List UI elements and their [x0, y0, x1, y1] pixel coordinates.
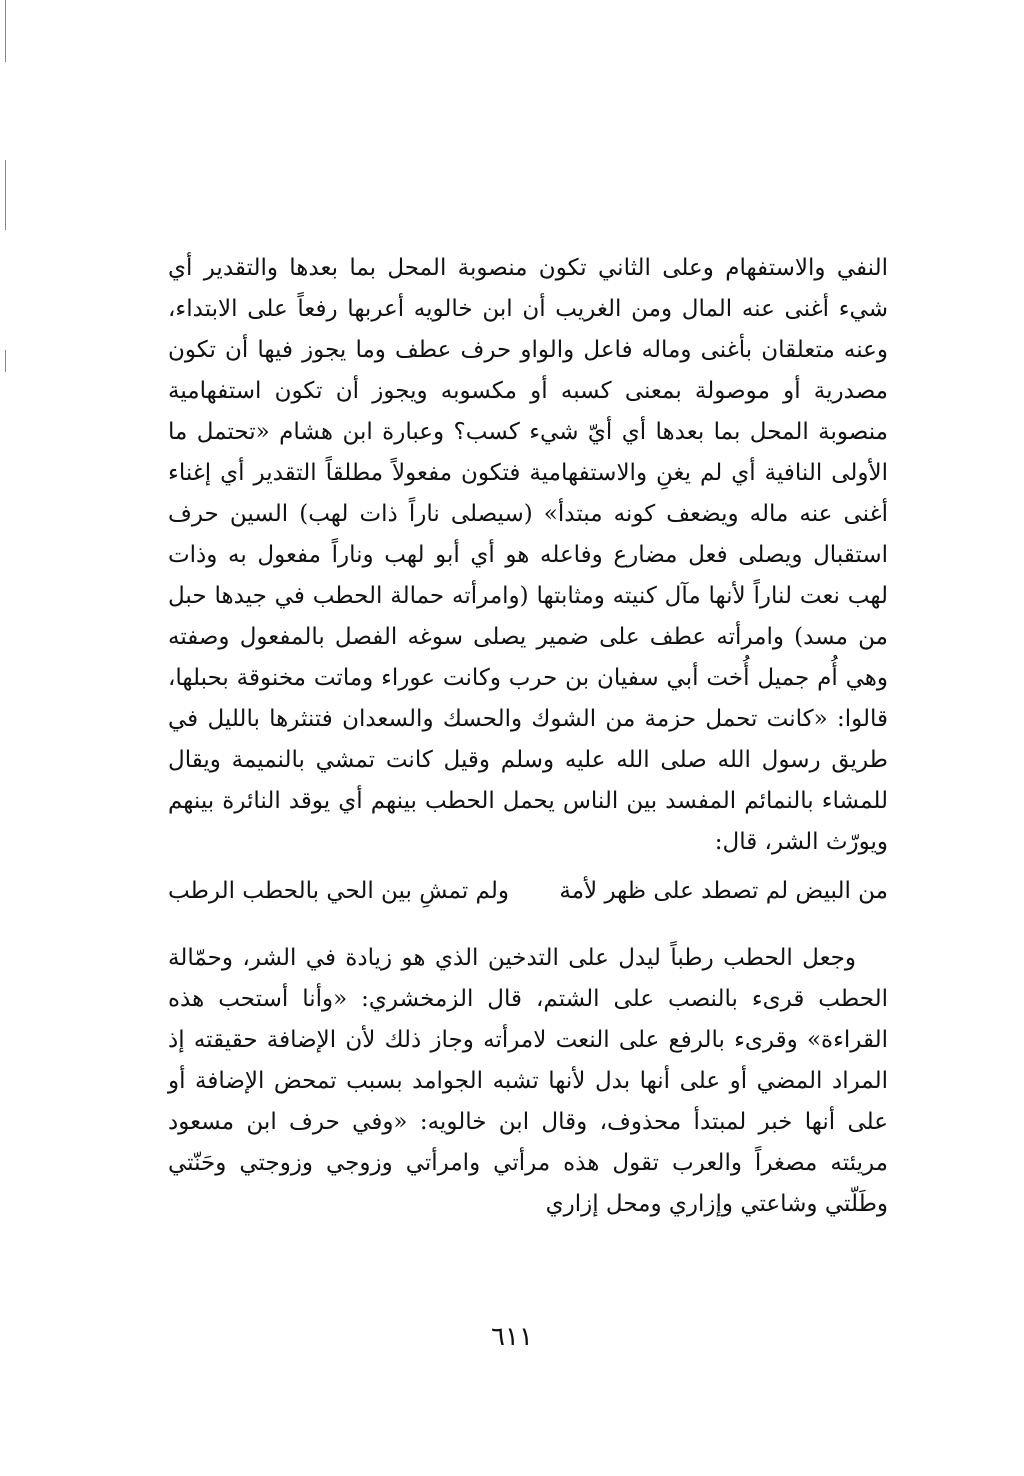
poetry-verse: [168, 871, 888, 912]
scan-margin-line: [5, 350, 6, 372]
scan-margin-line: [5, 160, 6, 230]
paragraph-2: وجعل الحطب رطباً ليدل على التدخين الذي هو زيادة في الشر، وحمّالة الحطب قرىء بالنصب على الشتم، قال الزمخشري: «وأنا أستحب هذه القراءة» وقرىء بالرفع على النعت لامرأته وجاز ذلك لأن الإضافة حقيقته إذ المراد المضي أو على أنها بدل لأنها تشبه الجوامد بسبب تمحض الإضافة أو على أنها خبر لمبتدأ محذوف، وقال ابن خالويه: «وفي حرف ابن مسعود مريئته مصغراً والعرب تقول هذه مرأتي وامرأتي وزوجي وزوجتي وحَنّتي وطَلّتي وشاعتي وإزاري ومحل إزاري: [168, 945, 889, 1217]
verse-first-hemistich: من البيض لم تصطد على ظهر لأمة: [559, 878, 888, 904]
paragraph-1: النفي والاستفهام وعلى الثاني تكون منصوبة المحل بما بعدها والتقدير أي شيء أغنى عنه المال ومن الغريب أن ابن خالويه أعربها رفعاً على الابتداء، وعنه متعلقان بأغنى وماله فاعل والواو حرف عطف وما يجوز فيها أن تكون مصدرية أو موصولة بمعنى كسبه أو مكسوبه ويجوز أن تكون استفهامية منصوبة المحل بما بعدها أي أيّ شيء كسب؟ وعبارة ابن هشام «تحتمل ما الأولى النافية أي لم يغنِ والاستفهامية فتكون مفعولاً مطلقاً التقدير أي إغناء أغنى عنه ماله ويضعف كونه مبتدأ» (سيصلى ناراً ذات لهب) السين حرف استقبال ويصلى فعل مضارع وفاعله هو أي أبو لهب وناراً مفعول به وذات لهب نعت لناراً لأنها مآل كنيته ومثابتها (وامرأته حمالة الحطب في جيدها حبل من مسد) وامرأته عطف على ضمير يصلى سوغه الفصل بالمفعول وصفته وهي أُم جميل أُخت أبي سفيان بن حرب وكانت عوراء وماتت مخنوقة بحبلها، قالوا: «كانت تحمل حزمة من الشوك والحسك والسعدان فتنثرها بالليل في طريق رسول الله صلى الله عليه وسلم وقيل كانت تمشي بالنميمة ويقال للمشاء بالنمائم المفسد بين الناس يحمل الحطب بينهم أي يوقد النائرة بينهم ويورّث الشر، قال:: [168, 255, 889, 855]
page-number: ٦١١: [491, 1322, 533, 1352]
page-body: [168, 248, 888, 1225]
verse-second-hemistich: ولم تمشِ بين الحي بالحطب الرطب: [168, 878, 509, 904]
scan-margin-line: [5, 0, 6, 62]
